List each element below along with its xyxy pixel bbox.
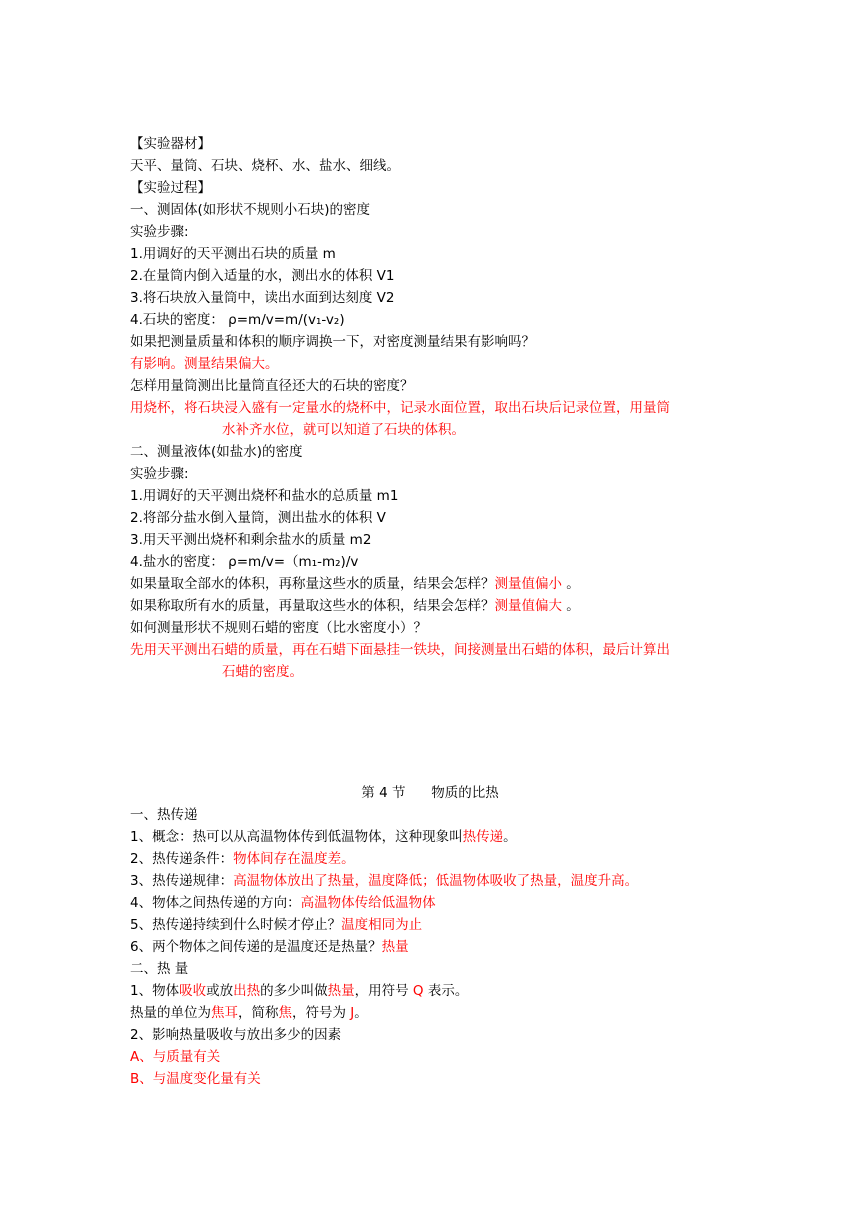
liquid-step-3: 3.用天平测出烧杯和剩余盐水的质量 m2 <box>130 532 372 548</box>
end-text: 。 <box>562 598 580 614</box>
answer-text: 测量值偏大 <box>494 598 562 614</box>
condition-answer: 物体间存在温度差。 <box>233 851 355 867</box>
stop-answer: 温度相同为止 <box>341 917 423 933</box>
steps-label-2: 实验步骤: <box>130 466 189 482</box>
text-seg: 或放 <box>206 983 234 999</box>
concept-end: 。 <box>503 829 517 845</box>
question-wax: 如何测量形状不规则石蜡的密度（比水密度小）？ <box>130 620 427 636</box>
question-mass-first <box>130 595 580 617</box>
question-large-stone: 怎样用量筒测出比量筒直径还大的石块的密度？ <box>130 378 414 394</box>
liquid-step-2: 2.将部分盐水倒入量筒，测出盐水的体积 V <box>130 510 386 526</box>
text-seg: ，简称 <box>238 1005 279 1021</box>
direction-line <box>130 892 436 914</box>
text-seg: 的多少叫做 <box>260 983 328 999</box>
answer-seg: 吸收 <box>179 983 207 999</box>
heat-unit-line <box>130 1002 368 1024</box>
rule-answer: 高温物体放出了热量，温度降低；低温物体吸收了热量，温度升高。 <box>233 873 639 889</box>
answer-seg: 焦 <box>278 1005 292 1021</box>
factor-b: B、与温度变化量有关 <box>130 1071 261 1087</box>
heading-process: 【实验过程】 <box>130 180 211 196</box>
answer-wax-1: 先用天平测出石蜡的质量，再在石蜡下面悬挂一铁块，间接测量出石蜡的体积，最后计算出 <box>130 642 670 658</box>
heading-heat-transfer: 一、热传递 <box>130 807 198 823</box>
section-liquid-density: 二、测量液体(如盐水)的密度 <box>130 444 303 460</box>
direction-text: 4、物体之间热传递的方向： <box>130 895 301 911</box>
answer-large-stone-1: 用烧杯，将石块浸入盛有一定量水的烧杯中，记录水面位置，取出石块后记录位置，用量筒 <box>130 400 670 416</box>
transfer-what-answer: 热量 <box>381 939 409 955</box>
factors-line: 2、影响热量吸收与放出多少的因素 <box>130 1027 342 1043</box>
end-text: 。 <box>562 576 580 592</box>
concept-line <box>130 826 517 848</box>
stop-line <box>130 914 422 936</box>
answer-large-stone-2: 水补齐水位，就可以知道了石块的体积。 <box>222 422 465 438</box>
section-solid-density: 一、测固体(如形状不规则小石块)的密度 <box>130 202 371 218</box>
section-title: 第 4 节 物质的比热 <box>361 785 499 801</box>
step-3: 3.将石块放入量筒中，读出水面到达刻度 V2 <box>130 290 395 306</box>
steps-label: 实验步骤: <box>130 224 189 240</box>
answer-seg: 出热 <box>233 983 261 999</box>
transfer-what-line <box>130 936 409 958</box>
answer-text: 测量值偏小 <box>494 576 562 592</box>
text-seg: ，符号为 <box>292 1005 351 1021</box>
factor-a: A、与质量有关 <box>130 1049 221 1065</box>
answer-wax-2: 石蜡的密度。 <box>222 664 303 680</box>
answer-seg: J <box>350 1005 355 1021</box>
answer-order: 有影响。测量结果偏大。 <box>130 356 279 372</box>
question-volume-first <box>130 573 580 595</box>
question-text: 如果称取所有水的质量，再量取这些水的体积，结果会怎样？ <box>130 598 495 614</box>
condition-line <box>130 848 355 870</box>
heading-materials: 【实验器材】 <box>130 136 211 152</box>
heading-heat: 二、热 量 <box>130 961 189 977</box>
concept-text: 1、概念：热可以从高温物体传到低温物体，这种现象叫 <box>130 829 463 845</box>
transfer-what-text: 6、两个物体之间传递的是温度还是热量？ <box>130 939 382 955</box>
rule-line <box>130 870 638 892</box>
text-seg: 1、物体 <box>130 983 180 999</box>
answer-seg: 焦耳 <box>211 1005 238 1021</box>
heat-definition-line <box>130 980 468 1002</box>
text-seg: 热量的单位为 <box>130 1005 211 1021</box>
question-order: 如果把测量质量和体积的顺序调换一下，对密度测量结果有影响吗？ <box>130 334 535 350</box>
answer-seg: 热量 <box>327 983 355 999</box>
question-text: 如果量取全部水的体积，再称量这些水的质量，结果会怎样？ <box>130 576 495 592</box>
step-1: 1.用调好的天平测出石块的质量 m <box>130 246 336 262</box>
step-2: 2.在量筒内倒入适量的水，测出水的体积 V1 <box>130 268 395 284</box>
direction-answer: 高温物体传给低温物体 <box>300 895 436 911</box>
stop-text: 5、热传递持续到什么时候才停止？ <box>130 917 342 933</box>
concept-answer: 热传递 <box>462 829 504 845</box>
text-seg: 表示。 <box>423 983 469 999</box>
rule-text: 3、热传递规律： <box>130 873 234 889</box>
text-seg: ，用符号 <box>354 983 413 999</box>
condition-text: 2、热传递条件： <box>130 851 234 867</box>
liquid-step-4: 4.盐水的密度： ρ=m/v=（m₁-m₂)/v <box>130 554 359 570</box>
liquid-step-1: 1.用调好的天平测出烧杯和盐水的总质量 m1 <box>130 488 399 504</box>
step-4: 4.石块的密度： ρ=m/v=m/(v₁-v₂) <box>130 312 345 328</box>
answer-seg: Q <box>412 983 424 999</box>
materials-list: 天平、量筒、石块、烧杯、水、盐水、细线。 <box>130 158 400 174</box>
text-seg: 。 <box>354 1005 368 1021</box>
